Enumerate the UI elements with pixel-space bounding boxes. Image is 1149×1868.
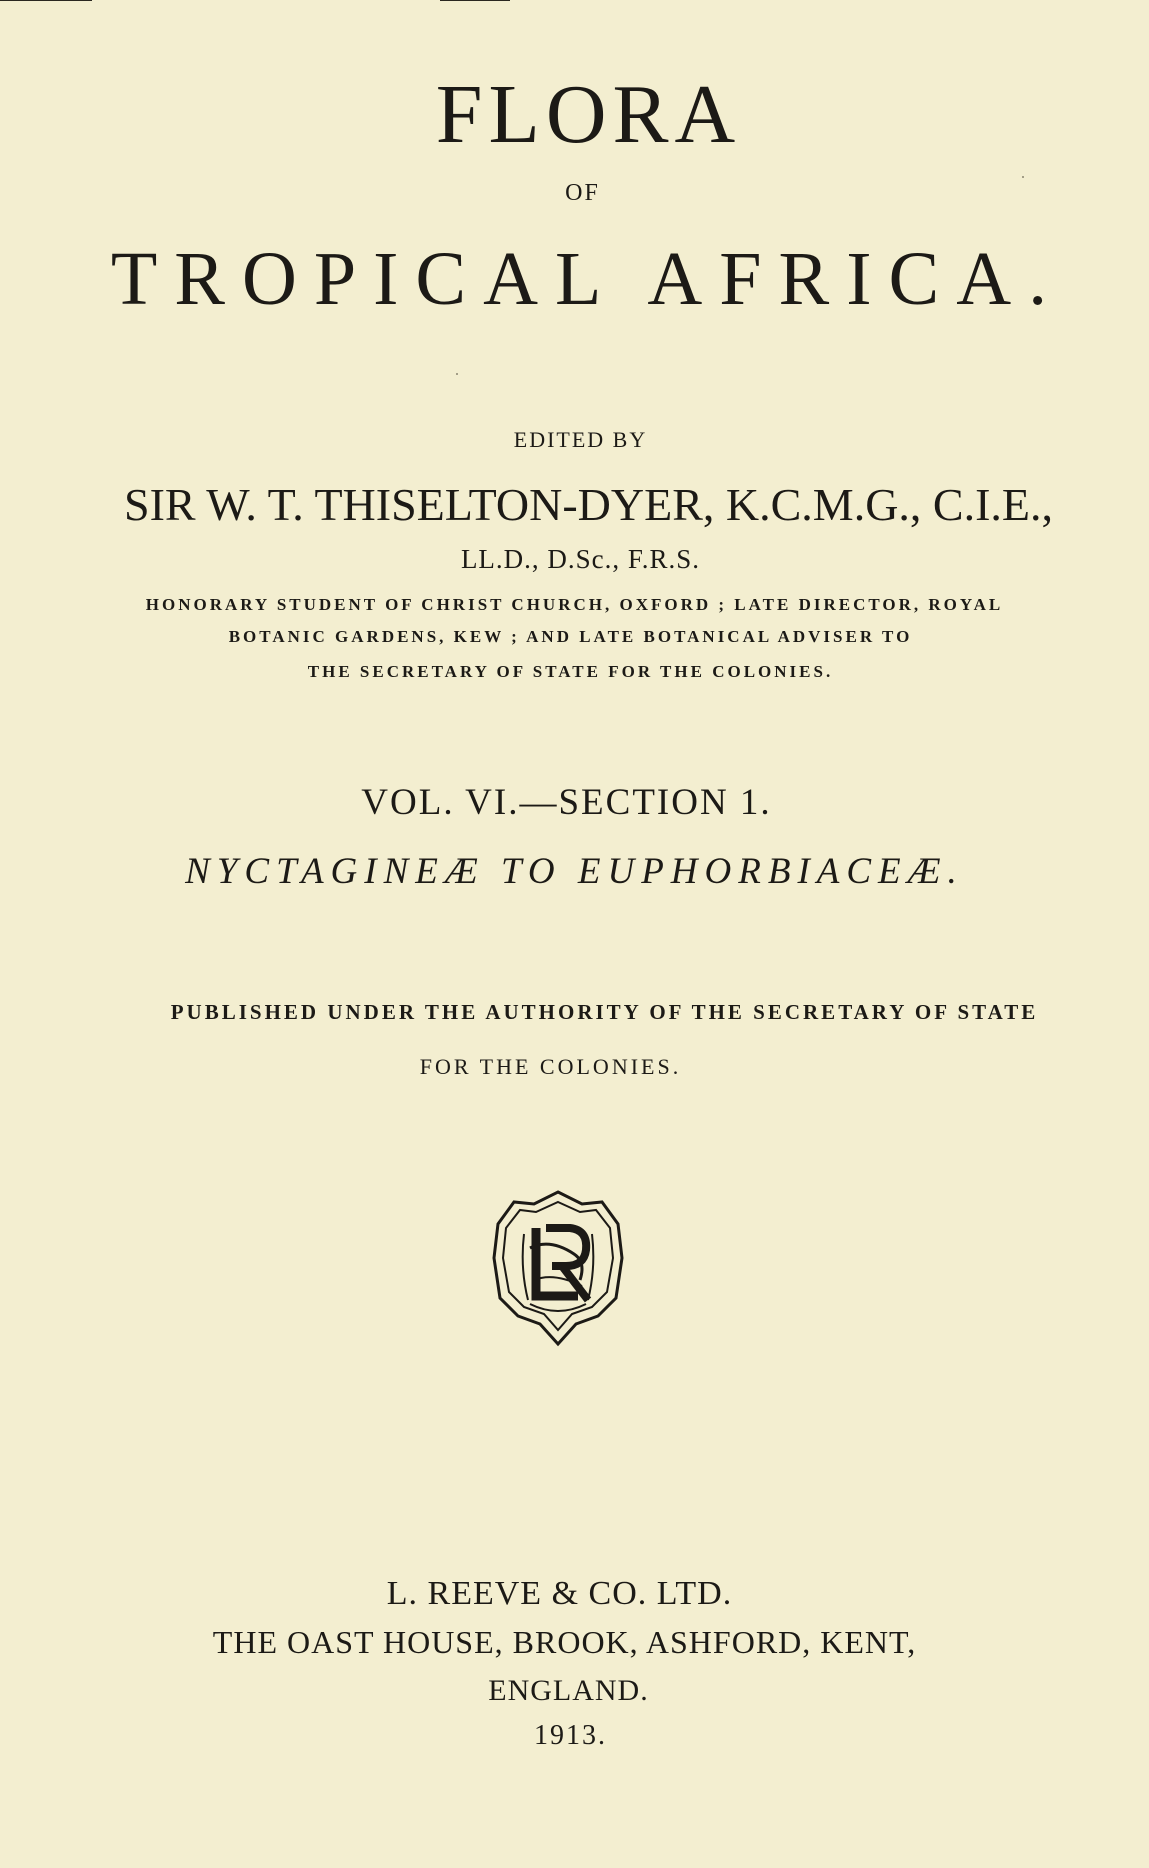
authority-line-2: FOR THE COLONIES. (419, 1054, 682, 1079)
title-tropical-africa: TROPICAL AFRICA. (110, 237, 1065, 321)
title-of: OF (565, 180, 600, 206)
editor-honors-line-3: THE SECRETARY OF STATE FOR THE COLONIES. (307, 662, 834, 681)
volume-label: VOL. VI.—SECTION 1. (361, 782, 772, 823)
volume-families: NYCTAGINEÆ TO EUPHORBIACEÆ. (185, 851, 964, 892)
authority-line-1: PUBLISHED UNDER THE AUTHORITY OF THE SECRETARY OF STATE (170, 1000, 1039, 1024)
publisher-name: L. REEVE & CO. LTD. (386, 1575, 733, 1612)
publisher-monogram-icon (490, 1188, 626, 1350)
scan-edge-mark (0, 0, 92, 1)
publisher-address: THE OAST HOUSE, BROOK, ASHFORD, KENT, (212, 1624, 917, 1660)
title-flora: FLORA (435, 68, 742, 161)
edited-by-label: EDITED BY (513, 427, 648, 452)
editor-name: SIR W. T. THISELTON-DYER, K.C.M.G., C.I.E., (123, 479, 1054, 530)
scan-edge-mark (440, 0, 510, 1)
paper-speck (456, 373, 458, 375)
editor-degrees: LL.D., D.Sc., F.R.S. (460, 544, 701, 574)
editor-honors-line-1: HONORARY STUDENT OF CHRIST CHURCH, OXFORD ; LATE DIRECTOR, ROYAL (145, 595, 1004, 614)
editor-honors-line-2: BOTANIC GARDENS, KEW ; AND LATE BOTANICAL ADVISER TO (228, 627, 913, 646)
publication-year: 1913. (534, 1720, 607, 1751)
paper-speck (1022, 176, 1024, 178)
publisher-country: ENGLAND. (488, 1674, 649, 1707)
